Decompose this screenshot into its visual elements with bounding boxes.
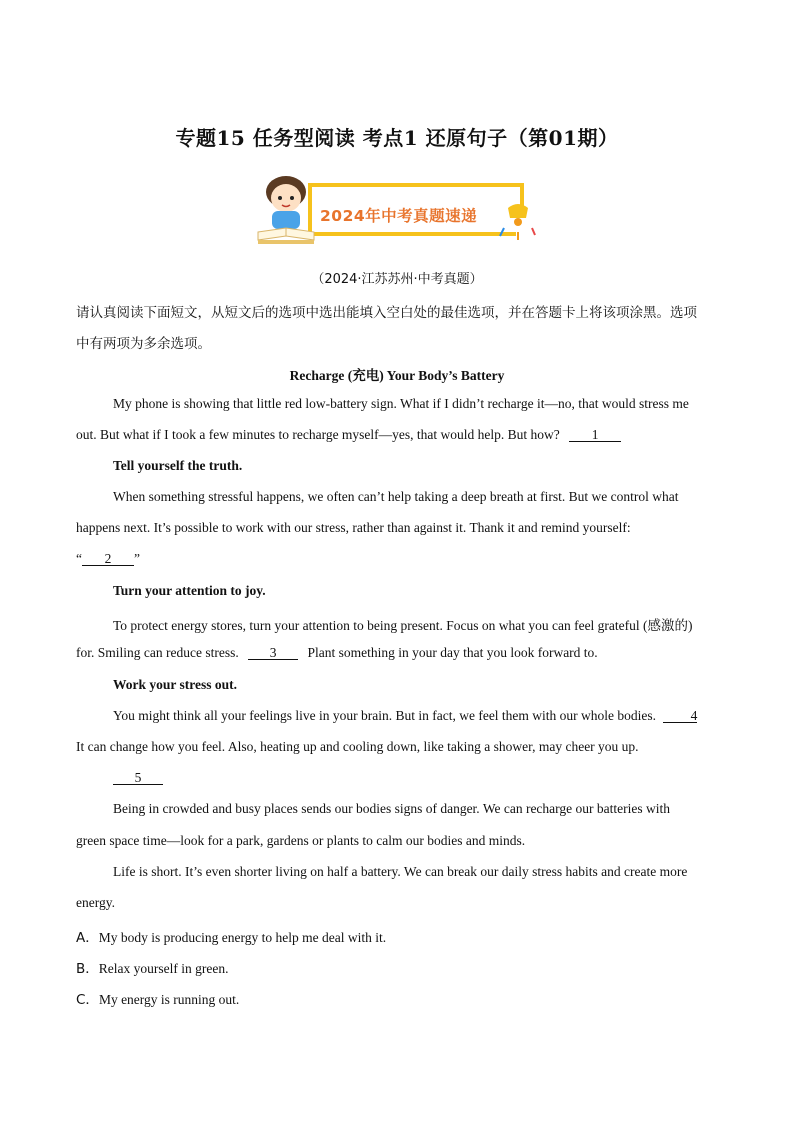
question-source: （2024·江苏苏州·中考真题） (311, 272, 483, 287)
paragraph-line: My phone is showing that little red low-battery sign. What if I didn’t recharge it—no, that would stress me (113, 396, 689, 411)
paragraph-line (113, 708, 697, 724)
option-text: My energy is running out. (98, 992, 240, 1007)
answer-blank-1: 1 (569, 428, 621, 442)
option-text: My body is producing energy to help me deal with it. (98, 930, 387, 945)
section-heading: Turn your attention to joy. (113, 583, 266, 598)
text: out. But what if I took a few minutes to recharge myself—yes, that would help. But how? (76, 427, 560, 442)
text: Plant something in your day that you look forward to. (307, 645, 598, 660)
option-text: Relax yourself in green. (98, 961, 229, 976)
section-heading: Work your stress out. (113, 677, 238, 692)
paragraph-line (76, 551, 140, 567)
text: You might think all your feelings live in your brain. But in fact, we feel them with our whole bodies. (113, 708, 657, 723)
instructions-line: 请认真阅读下面短文，从短文后的选项中选出能填入空白处的最佳选项，并在答题卡上将该项涂黑。选项 (76, 305, 697, 321)
paragraph-line (76, 427, 621, 443)
option-a (76, 926, 386, 946)
option-c (76, 988, 239, 1008)
answer-blank-5: 5 (113, 771, 163, 785)
text: for. Smiling can reduce stress. (76, 645, 239, 660)
paragraph-line (113, 770, 163, 786)
banner (256, 170, 536, 252)
instructions-line: 中有两项为多余选项。 (76, 336, 211, 352)
paragraph-line: Being in crowded and busy places sends our bodies signs of danger. We can recharge our batteries with (113, 801, 671, 816)
close-quote: ” (134, 551, 140, 566)
answer-blank-4: 4 (663, 709, 697, 723)
option-letter: C． (76, 992, 99, 1008)
banner-title: 2024年中考真题速递 (320, 207, 478, 225)
option-letter: A． (76, 930, 99, 946)
paragraph-line: To protect energy stores, turn your attention to being present. Focus on what you can feel grateful (感激的) (113, 618, 693, 633)
paragraph-line: green space time—look for a park, gardens or plants to calm our bodies and minds. (76, 833, 526, 848)
paragraph-line: Life is short. It’s even shorter living on half a battery. We can break our daily stress habits and create more (113, 864, 688, 879)
paragraph-line: happens next. It’s possible to work with our stress, rather than against it. Thank it and remind yourself: (76, 520, 631, 535)
passage-title: Recharge (充电) Your Body’s Battery (289, 368, 505, 383)
paragraph-line (76, 645, 598, 661)
option-b (76, 957, 228, 977)
paragraph-line: It can change how you feel. Also, heating up and cooling down, like taking a shower, may cheer you up. (76, 739, 639, 754)
answer-blank-3: 3 (248, 646, 298, 660)
open-quote: “ (76, 551, 82, 566)
paragraph-line: energy. (76, 895, 115, 910)
section-heading: Tell yourself the truth. (113, 458, 243, 473)
option-letter: B． (76, 961, 99, 977)
paragraph-line: When something stressful happens, we often can’t help taking a deep breath at first. But we control what (113, 489, 679, 504)
page-title: 专题15 任务型阅读 考点1 还原句子（第01期） (175, 126, 619, 150)
answer-blank-2: 2 (82, 552, 134, 566)
